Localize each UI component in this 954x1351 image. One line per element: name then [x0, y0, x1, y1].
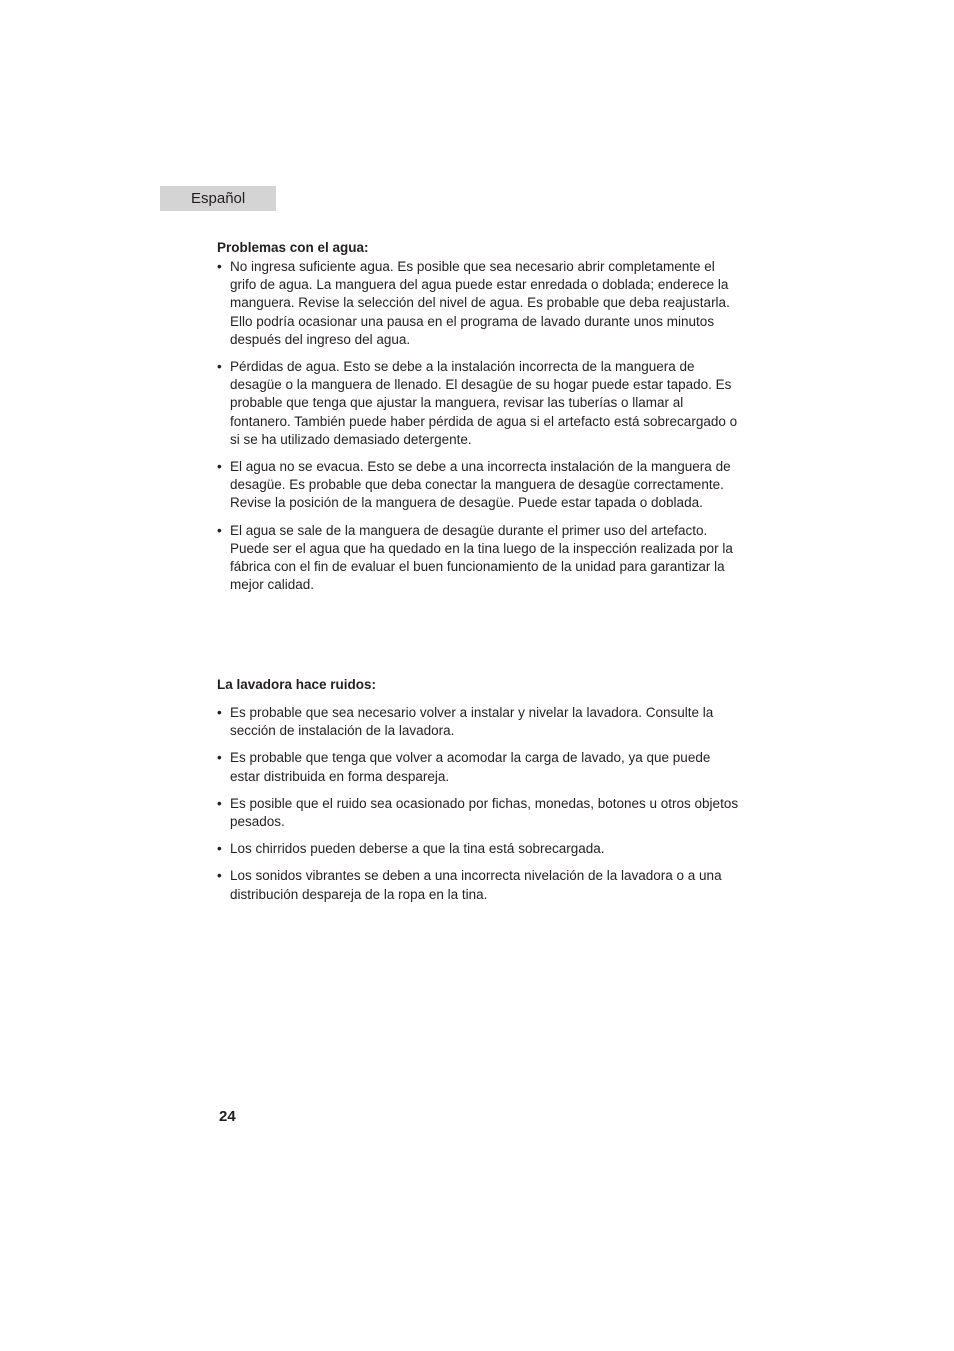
noise-problems-list: [217, 704, 742, 913]
list-item-text: El agua no se evacua. Esto se debe a una incorrecta instalación de la manguera de desagüe. Es probable que deba conectar la manguera de desagüe correctamente. Revise la posición de la manguera de desagüe. Puede estar tapada o doblada.: [230, 459, 731, 511]
language-label: Español: [191, 190, 246, 207]
list-item: [217, 522, 742, 595]
list-item: [217, 458, 742, 513]
list-item-text: Es probable que tenga que volver a acomodar la carga de lavado, ya que puede estar distribuida en forma despareja.: [230, 750, 711, 784]
list-item: [217, 358, 742, 449]
list-item-text: No ingresa suficiente agua. Es posible que sea necesario abrir completamente el grifo de agua. La manguera del agua puede estar enredada o doblada; enderece la manguera. Revise la selección del nivel de agua. Es probable que deba reajustarla. Ello podría ocasionar una pausa en el programa de lavado durante unos minutos después del ingreso del agua.: [230, 259, 730, 347]
list-item-text: El agua se sale de la manguera de desagüe durante el primer uso del artefacto. Puede ser el agua que ha quedado en la tina luego de la inspección realizada por la fábrica con el fin de evaluar el buen funcionamiento de la unidad para garantizar la mejor calidad.: [230, 522, 733, 593]
bullet-icon: •: [217, 868, 222, 884]
list-item: [217, 867, 742, 903]
water-problems-list: [217, 258, 742, 603]
list-item-text: Es probable que sea necesario volver a instalar y nivelar la lavadora. Consulte la sección de instalación de la lavadora.: [230, 705, 714, 739]
list-item-text: Los sonidos vibrantes se deben a una incorrecta nivelación de la lavadora o a una distribución despareja de la ropa en la tina.: [230, 868, 722, 902]
bullet-icon: •: [217, 259, 222, 274]
bullet-icon: •: [217, 522, 222, 538]
list-item-text: Es posible que el ruido sea ocasionado por fichas, monedas, botones u otros objetos pesados.: [230, 795, 739, 830]
page-number: 24: [219, 1108, 236, 1125]
language-tab: [160, 186, 276, 211]
bullet-icon: •: [217, 795, 222, 811]
bullet-icon: •: [217, 705, 222, 720]
list-item: [217, 749, 742, 785]
list-item: [217, 795, 742, 831]
bullet-icon: •: [217, 841, 222, 857]
list-item-text: Los chirridos pueden deberse a que la tina está sobrecargada.: [230, 841, 605, 857]
bullet-icon: •: [217, 359, 222, 375]
bullet-icon: •: [217, 750, 222, 766]
list-item: [217, 704, 742, 740]
list-item: [217, 840, 742, 858]
list-item-text: Pérdidas de agua. Esto se debe a la instalación incorrecta de la manguera de desagüe o la manguera de llenado. El desagüe de su hogar puede estar tapado. Es probable que tenga que ajustar la manguera, revisar las tuberías o llamar al fontanero. También puede haber pérdida de agua si el artefacto está sobrecargado o si se ha utilizado demasiado detergente.: [230, 359, 738, 447]
noise-problems-heading: La lavadora hace ruidos:: [217, 677, 377, 692]
list-item: [217, 258, 742, 349]
bullet-icon: •: [217, 459, 222, 475]
water-problems-heading: Problemas con el agua:: [217, 240, 369, 255]
